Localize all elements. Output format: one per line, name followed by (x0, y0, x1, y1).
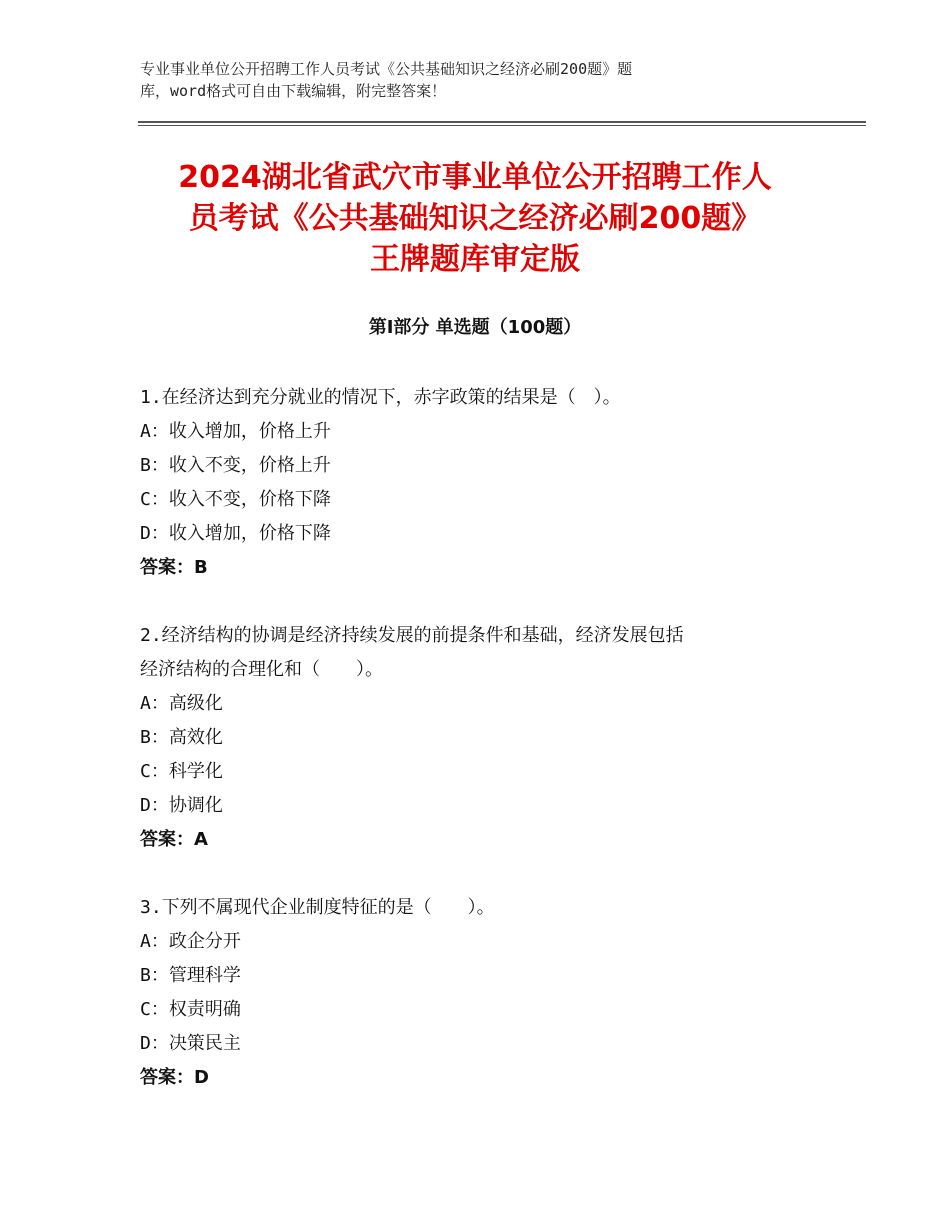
option-b: B：收入不变，价格上升 (140, 455, 331, 476)
question-1 (140, 381, 840, 585)
option-b: B：管理科学 (140, 965, 241, 986)
option-d: D：协调化 (140, 795, 223, 816)
answer-label: 答案：D (140, 1067, 209, 1088)
question-stem (140, 619, 840, 687)
document-title (95, 157, 855, 280)
question-3 (140, 891, 840, 1095)
question-list (140, 381, 840, 1129)
title-line-3: 王牌题库审定版 (370, 242, 580, 277)
option-c: C：收入不变，价格下降 (140, 489, 331, 510)
question-stem-line: 2.经济结构的协调是经济持续发展的前提条件和基础，经济发展包括 (140, 625, 684, 646)
section-heading: 第Ⅰ部分 单选题（100题） (368, 317, 582, 338)
question-stem-line: 1.在经济达到充分就业的情况下，赤字政策的结果是（ ）。 (140, 387, 621, 408)
option-c: C：权责明确 (140, 999, 241, 1020)
header-note-line-1: 专业事业单位公开招聘工作人员考试《公共基础知识之经济必刷200题》题 (140, 60, 633, 78)
option-b: B：高效化 (140, 727, 223, 748)
question-stem-line: 3.下列不属现代企业制度特征的是（ ）。 (140, 897, 495, 918)
option-a: A：高级化 (140, 693, 223, 714)
option-a: A：政企分开 (140, 931, 241, 952)
document-header-note (140, 58, 780, 102)
option-d: D：收入增加，价格下降 (140, 523, 331, 544)
header-divider-thin (138, 125, 866, 126)
title-line-1: 2024湖北省武穴市事业单位公开招聘工作人 (178, 160, 772, 195)
option-a: A：收入增加，价格上升 (140, 421, 331, 442)
option-c: C：科学化 (140, 761, 223, 782)
answer-label: 答案：A (140, 829, 208, 850)
question-stem (140, 891, 840, 925)
option-d: D：决策民主 (140, 1033, 241, 1054)
header-note-line-2: 库，word格式可自由下载编辑，附完整答案！ (140, 82, 447, 100)
question-stem-line: 经济结构的合理化和（ ）。 (140, 659, 383, 680)
question-stem (140, 381, 840, 415)
question-2 (140, 619, 840, 857)
title-line-2: 员考试《公共基础知识之经济必刷200题》 (188, 201, 762, 236)
answer-label: 答案：B (140, 557, 208, 578)
header-divider-thick (138, 121, 866, 123)
